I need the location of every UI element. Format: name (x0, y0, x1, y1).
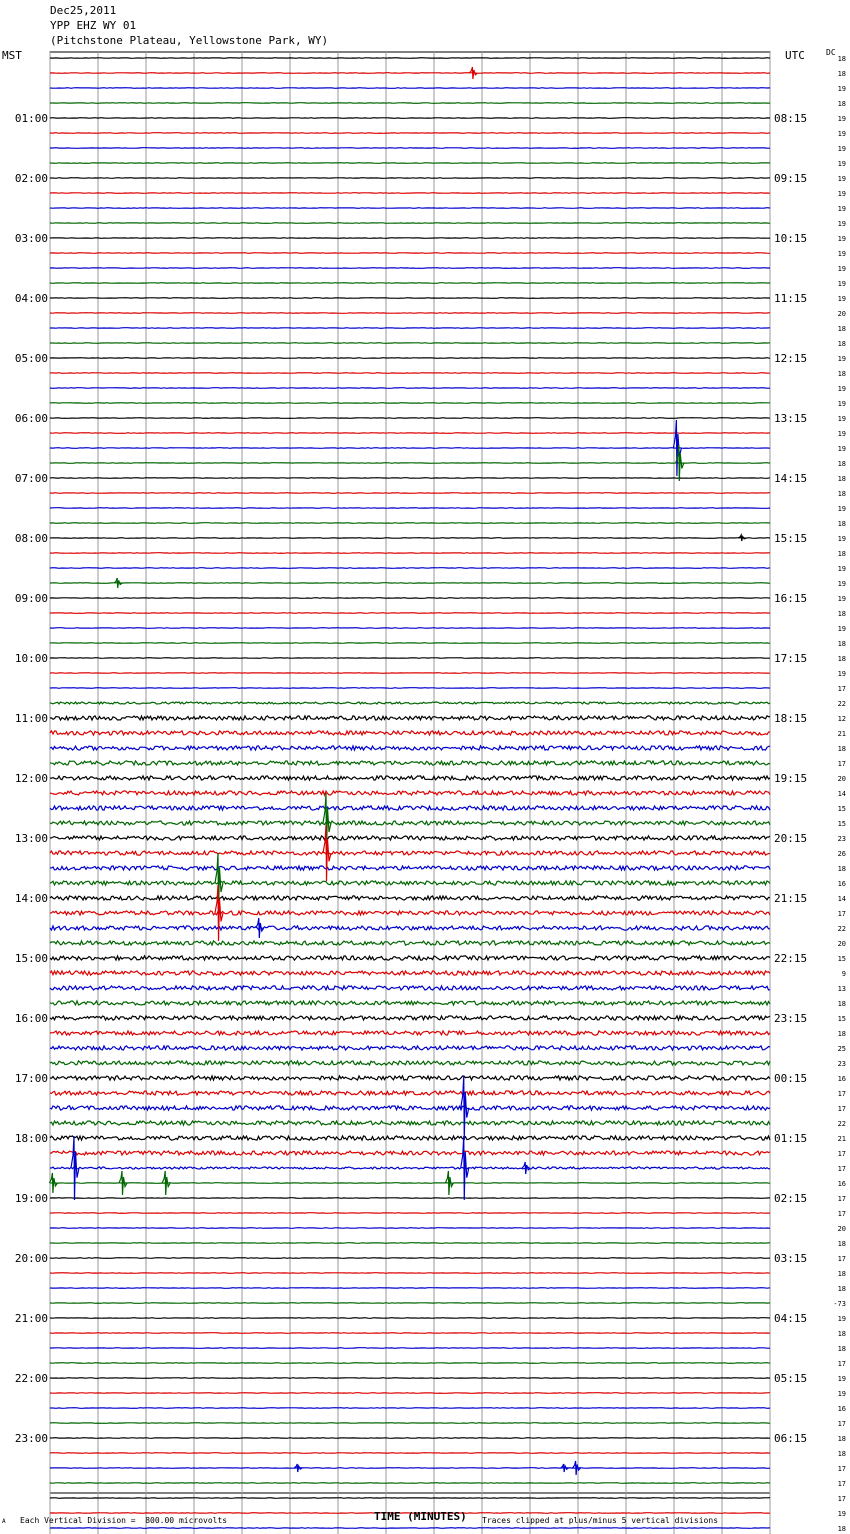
trace-49 (50, 791, 770, 795)
trace-2 (50, 88, 770, 89)
dc-offset-52: 23 (837, 835, 846, 843)
utc-label-08:15: 08:15 (774, 112, 808, 125)
dc-offset-59: 20 (837, 940, 846, 948)
mst-label-04:00: 04:00 (14, 292, 48, 305)
x-axis-title: TIME (MINUTES) (374, 1510, 467, 1523)
dc-offset-25: 19 (837, 430, 846, 438)
trace-20 (50, 358, 770, 359)
dc-offset-91: 17 (837, 1420, 846, 1428)
trace-95 (50, 1483, 770, 1484)
trace-94 (50, 1468, 770, 1469)
trace-11 (50, 223, 770, 224)
trace-6 (50, 148, 770, 149)
trace-78 (50, 1228, 770, 1229)
mst-label-16:00: 16:00 (14, 1012, 48, 1025)
trace-5 (50, 133, 770, 134)
mst-label-17:00: 17:00 (14, 1072, 48, 1085)
trace-74 (50, 1167, 770, 1169)
dc-offset-38: 19 (837, 625, 846, 633)
trace-64 (50, 1016, 770, 1020)
mst-label-19:00: 19:00 (14, 1192, 48, 1205)
trace-91 (50, 1423, 770, 1424)
mst-label-10:00: 10:00 (14, 652, 48, 665)
dc-offset-1: 18 (837, 70, 846, 78)
trace-50 (50, 806, 770, 810)
mst-label-03:00: 03:00 (14, 232, 48, 245)
dc-offset-40: 18 (837, 655, 846, 663)
dc-offset-84: 19 (837, 1315, 846, 1323)
utc-label-09:15: 09:15 (774, 172, 808, 185)
trace-31 (50, 523, 770, 524)
trace-24 (50, 418, 770, 419)
trace-42 (50, 688, 770, 689)
dc-offset-32: 19 (837, 535, 846, 543)
trace-57 (50, 911, 770, 915)
trace-10 (50, 208, 770, 209)
dc-offset-61: 9 (841, 970, 846, 978)
trace-13 (50, 253, 770, 254)
trace-40 (50, 658, 770, 659)
dc-offset-73: 17 (837, 1150, 846, 1158)
mst-label-07:00: 07:00 (14, 472, 48, 485)
trace-98 (50, 1528, 770, 1529)
dc-offset-31: 18 (837, 520, 846, 528)
dc-offset-37: 18 (837, 610, 846, 618)
scale-note: Each Vertical Division = 800.00 microvolts (20, 1516, 228, 1525)
dc-offset-71: 22 (837, 1120, 846, 1128)
dc-offset-77: 17 (837, 1210, 846, 1218)
trace-66 (50, 1046, 770, 1050)
dc-offset-12: 19 (837, 235, 846, 243)
dc-offset-19: 18 (837, 340, 846, 348)
dc-offset-79: 18 (837, 1240, 846, 1248)
trace-70 (50, 1106, 770, 1110)
trace-65 (50, 1031, 770, 1035)
trace-18 (50, 328, 770, 329)
mst-label-15:00: 15:00 (14, 952, 48, 965)
dc-offset-46: 18 (837, 745, 846, 753)
dc-offset-34: 19 (837, 565, 846, 573)
dc-offset-49: 14 (837, 790, 846, 798)
dc-offset-65: 18 (837, 1030, 846, 1038)
dc-offset-72: 21 (837, 1135, 846, 1143)
dc-offset-16: 19 (837, 295, 846, 303)
corner-mark: A (2, 1518, 6, 1525)
trace-68 (50, 1076, 770, 1080)
trace-81 (50, 1273, 770, 1274)
dc-offset-78: 20 (837, 1225, 846, 1233)
dc-offset-95: 17 (837, 1480, 846, 1488)
dc-offset-94: 17 (837, 1465, 846, 1473)
trace-14 (50, 268, 770, 269)
dc-offset-87: 17 (837, 1360, 846, 1368)
utc-label-11:15: 11:15 (774, 292, 808, 305)
utc-label-23:15: 23:15 (774, 1012, 808, 1025)
trace-83 (50, 1303, 770, 1304)
trace-9 (50, 193, 770, 194)
utc-label-05:15: 05:15 (774, 1372, 808, 1385)
dc-offset-63: 18 (837, 1000, 846, 1008)
dc-offset-47: 17 (837, 760, 846, 768)
mst-label-23:00: 23:00 (14, 1432, 48, 1445)
trace-44 (50, 716, 770, 720)
dc-offset-64: 15 (837, 1015, 846, 1023)
dc-offset-92: 18 (837, 1435, 846, 1443)
utc-label-15:15: 15:15 (774, 532, 808, 545)
dc-offset-labels (833, 55, 846, 1534)
utc-label-03:15: 03:15 (774, 1252, 808, 1265)
dc-offset-20: 19 (837, 355, 846, 363)
dc-offset-45: 21 (837, 730, 846, 738)
dc-offset-81: 18 (837, 1270, 846, 1278)
right-timezone-label: UTC (785, 49, 805, 62)
trace-82 (50, 1288, 770, 1289)
trace-62 (50, 986, 770, 990)
utc-label-20:15: 20:15 (774, 832, 808, 845)
trace-93 (50, 1453, 770, 1454)
trace-26 (50, 448, 770, 449)
trace-0 (50, 58, 770, 59)
utc-label-13:15: 13:15 (774, 412, 808, 425)
trace-71 (50, 1121, 770, 1125)
trace-7 (50, 163, 770, 164)
dc-offset-97: 19 (837, 1510, 846, 1518)
trace-8 (50, 178, 770, 179)
trace-30 (50, 508, 770, 509)
trace-63 (50, 1001, 770, 1005)
trace-96 (50, 1498, 770, 1499)
utc-label-17:15: 17:15 (774, 652, 808, 665)
dc-offset-56: 14 (837, 895, 846, 903)
trace-92 (50, 1438, 770, 1439)
trace-39 (50, 643, 770, 644)
mst-label-09:00: 09:00 (14, 592, 48, 605)
trace-59 (50, 941, 770, 945)
trace-80 (50, 1258, 770, 1259)
trace-36 (50, 598, 770, 599)
utc-label-00:15: 00:15 (774, 1072, 808, 1085)
trace-79 (50, 1243, 770, 1244)
dc-offset-26: 19 (837, 445, 846, 453)
trace-46 (50, 746, 770, 750)
dc-offset-27: 18 (837, 460, 846, 468)
dc-offset-0: 18 (837, 55, 846, 63)
dc-offset-55: 16 (837, 880, 846, 888)
trace-87 (50, 1363, 770, 1364)
trace-47 (50, 761, 770, 765)
trace-43 (50, 702, 770, 704)
dc-offset-41: 19 (837, 670, 846, 678)
utc-label-04:15: 04:15 (774, 1312, 808, 1325)
trace-1 (50, 73, 770, 74)
dc-offset-58: 22 (837, 925, 846, 933)
trace-73 (50, 1151, 770, 1155)
trace-29 (50, 493, 770, 494)
dc-offset-36: 19 (837, 595, 846, 603)
utc-label-06:15: 06:15 (774, 1432, 808, 1445)
mst-label-08:00: 08:00 (14, 532, 48, 545)
dc-offset-35: 19 (837, 580, 846, 588)
dc-offset-76: 17 (837, 1195, 846, 1203)
trace-86 (50, 1348, 770, 1349)
dc-offset-75: 16 (837, 1180, 846, 1188)
trace-90 (50, 1408, 770, 1409)
mst-label-01:00: 01:00 (14, 112, 48, 125)
clip-note: Traces clipped at plus/minus 5 vertical divisions (482, 1516, 719, 1525)
dc-offset-30: 19 (837, 505, 846, 513)
dc-offset-70: 17 (837, 1105, 846, 1113)
dc-offset-80: 17 (837, 1255, 846, 1263)
utc-label-18:15: 18:15 (774, 712, 808, 725)
trace-61 (50, 971, 770, 975)
dc-offset-83: -73 (833, 1300, 846, 1308)
dc-offset-7: 19 (837, 160, 846, 168)
mst-label-22:00: 22:00 (14, 1372, 48, 1385)
trace-69 (50, 1091, 770, 1095)
dc-offset-93: 18 (837, 1450, 846, 1458)
dc-offset-68: 16 (837, 1075, 846, 1083)
mst-hour-labels (15, 112, 48, 1445)
dc-offset-3: 18 (837, 100, 846, 108)
trace-3 (50, 103, 770, 104)
dc-offset-66: 25 (837, 1045, 846, 1053)
dc-offset-14: 19 (837, 265, 846, 273)
utc-label-22:15: 22:15 (774, 952, 808, 965)
trace-55 (50, 881, 770, 885)
dc-offset-39: 18 (837, 640, 846, 648)
station-code: YPP EHZ WY 01 (50, 19, 137, 32)
dc-offset-69: 17 (837, 1090, 846, 1098)
dc-offset-48: 20 (837, 775, 846, 783)
mst-label-12:00: 12:00 (14, 772, 48, 785)
dc-offset-22: 19 (837, 385, 846, 393)
dc-offset-29: 18 (837, 490, 846, 498)
dc-offset-82: 18 (837, 1285, 846, 1293)
trace-60 (50, 956, 770, 960)
trace-77 (50, 1213, 770, 1214)
dc-offset-21: 18 (837, 370, 846, 378)
dc-offset-62: 13 (837, 985, 846, 993)
utc-label-01:15: 01:15 (774, 1132, 808, 1145)
trace-75 (50, 1183, 770, 1184)
dc-offset-5: 19 (837, 130, 846, 138)
mst-label-06:00: 06:00 (14, 412, 48, 425)
dc-offset-23: 19 (837, 400, 846, 408)
utc-label-12:15: 12:15 (774, 352, 808, 365)
mst-label-18:00: 18:00 (14, 1132, 48, 1145)
trace-4 (50, 118, 770, 119)
trace-27 (50, 463, 770, 464)
trace-53 (50, 851, 770, 855)
dc-offset-85: 18 (837, 1330, 846, 1338)
dc-offset-10: 19 (837, 205, 846, 213)
trace-17 (50, 313, 770, 314)
dc-offset-44: 12 (837, 715, 846, 723)
trace-84 (50, 1318, 770, 1319)
trace-33 (50, 553, 770, 554)
dc-offset-33: 18 (837, 550, 846, 558)
left-timezone-label: MST (2, 49, 22, 62)
dc-offset-96: 17 (837, 1495, 846, 1503)
mst-label-02:00: 02:00 (14, 172, 48, 185)
plot-date: Dec25,2011 (50, 4, 117, 17)
mst-label-13:00: 13:00 (14, 832, 48, 845)
dc-offset-50: 15 (837, 805, 846, 813)
dc-offset-28: 18 (837, 475, 846, 483)
dc-offset-57: 17 (837, 910, 846, 918)
seismic-traces (50, 58, 770, 1534)
dc-offset-86: 18 (837, 1345, 846, 1353)
dc-offset-17: 20 (837, 310, 846, 318)
mst-label-20:00: 20:00 (14, 1252, 48, 1265)
dc-offset-74: 17 (837, 1165, 846, 1173)
dc-offset-54: 18 (837, 865, 846, 873)
trace-21 (50, 373, 770, 374)
trace-76 (50, 1198, 770, 1199)
dc-offset-42: 17 (837, 685, 846, 693)
trace-23 (50, 403, 770, 404)
utc-label-21:15: 21:15 (774, 892, 808, 905)
trace-45 (50, 731, 770, 735)
trace-32 (50, 538, 770, 539)
mst-label-21:00: 21:00 (14, 1312, 48, 1325)
trace-12 (50, 238, 770, 239)
trace-48 (50, 776, 770, 780)
utc-label-10:15: 10:15 (774, 232, 808, 245)
trace-51 (50, 821, 770, 825)
trace-52 (50, 836, 770, 840)
trace-35 (50, 583, 770, 584)
trace-88 (50, 1378, 770, 1379)
trace-85 (50, 1333, 770, 1334)
trace-37 (50, 613, 770, 614)
dc-offset-60: 15 (837, 955, 846, 963)
utc-label-16:15: 16:15 (774, 592, 808, 605)
trace-56 (50, 896, 770, 900)
dc-offset-88: 19 (837, 1375, 846, 1383)
trace-25 (50, 433, 770, 434)
dc-offset-67: 23 (837, 1060, 846, 1068)
dc-offset-98: 18 (837, 1525, 846, 1533)
mst-label-11:00: 11:00 (14, 712, 48, 725)
dc-offset-89: 19 (837, 1390, 846, 1398)
trace-22 (50, 388, 770, 389)
dc-offset-15: 19 (837, 280, 846, 288)
dc-offset-6: 19 (837, 145, 846, 153)
dc-offset-24: 19 (837, 415, 846, 423)
utc-label-14:15: 14:15 (774, 472, 808, 485)
trace-58 (50, 926, 770, 930)
trace-19 (50, 343, 770, 344)
trace-16 (50, 298, 770, 299)
dc-offset-51: 15 (837, 820, 846, 828)
dc-offset-53: 26 (837, 850, 846, 858)
trace-34 (50, 568, 770, 569)
trace-38 (50, 628, 770, 629)
trace-54 (50, 866, 770, 870)
trace-15 (50, 283, 770, 284)
trace-89 (50, 1393, 770, 1394)
dc-offset-2: 19 (837, 85, 846, 93)
trace-72 (50, 1136, 770, 1140)
dc-offset-18: 18 (837, 325, 846, 333)
dc-offset-90: 16 (837, 1405, 846, 1413)
utc-label-19:15: 19:15 (774, 772, 808, 785)
dc-offset-8: 19 (837, 175, 846, 183)
dc-offset-13: 19 (837, 250, 846, 258)
trace-67 (50, 1061, 770, 1065)
dc-offset-4: 19 (837, 115, 846, 123)
trace-28 (50, 478, 770, 479)
seismic-events (49, 67, 746, 1475)
mst-label-05:00: 05:00 (14, 352, 48, 365)
dc-offset-11: 19 (837, 220, 846, 228)
dc-offset-9: 19 (837, 190, 846, 198)
utc-hour-labels (774, 112, 807, 1445)
utc-label-02:15: 02:15 (774, 1192, 808, 1205)
station-location: (Pitchstone Plateau, Yellowstone Park, WY) (50, 34, 329, 47)
mst-label-14:00: 14:00 (14, 892, 48, 905)
dc-header-label: DC (826, 48, 836, 57)
dc-offset-43: 22 (837, 700, 846, 708)
trace-41 (50, 673, 770, 674)
